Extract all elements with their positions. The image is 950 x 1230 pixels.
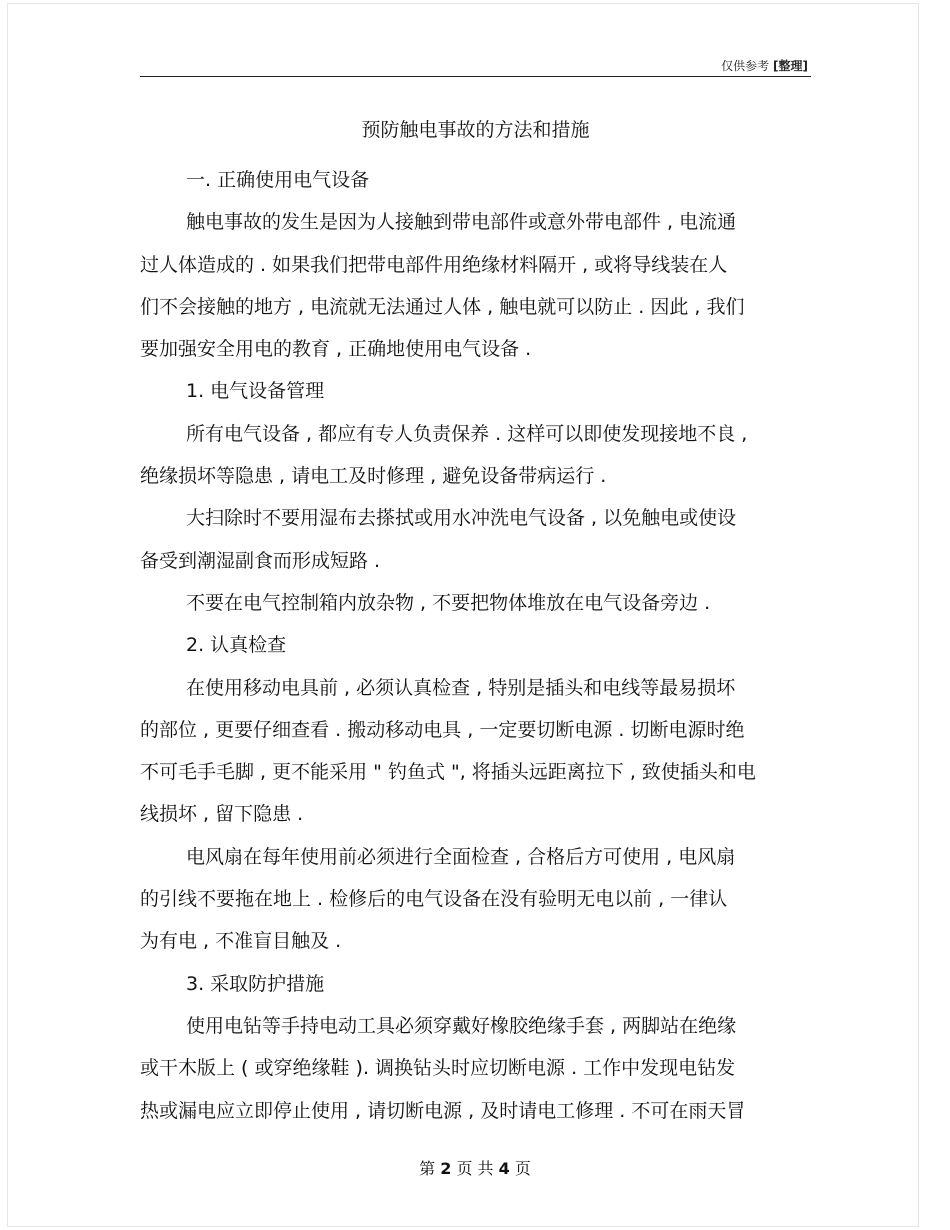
header-note-text: 仅供参考 <box>721 59 770 73</box>
text-line: 或干木版上 ( 或穿绝缘鞋 ). 调换钻头时应切断电源 . 工作中发现电钻发 <box>140 1057 736 1080</box>
footer-page-number: 2 <box>440 1159 452 1178</box>
text-line: 所有电气设备 , 都应有专人负责保养 . 这样可以即使发现接地不良 , <box>186 422 748 445</box>
text-line: 电风扇在每年使用前必须进行全面检查 , 合格后方可使用 , 电风扇 <box>186 845 736 868</box>
text-line: 在使用移动电具前 , 必须认真检查 , 特别是插头和电线等最易损坏 <box>186 676 736 699</box>
text-line: 2. 认真检查 <box>186 634 287 657</box>
footer-middle: 页 共 <box>456 1159 494 1178</box>
text-line: 触电事故的发生是因为人接触到带电部件或意外带电部件 , 电流通 <box>186 211 737 234</box>
text-line: 们不会接触的地方 , 电流就无法通过人体 , 触电就可以防止 . 因此 , 我们 <box>140 295 745 318</box>
footer-prefix: 第 <box>419 1159 436 1178</box>
text-line: 一. 正确使用电气设备 <box>186 169 370 191</box>
text-line: 不可毛手毛脚 , 更不能采用 " 钓鱼式 ", 将插头远距离拉下 , 致使插头和电 <box>140 761 756 784</box>
text-line: 线损坏 , 留下隐患 . <box>140 803 304 826</box>
text-line: 1. 电气设备管理 <box>186 380 325 403</box>
text-line: 热或漏电应立即停止使用 , 请切断电源 , 及时请电工修理 . 不可在雨天冒 <box>140 1099 746 1122</box>
text-line: 不要在电气控制箱内放杂物 , 不要把物体堆放在电气设备旁边 . <box>186 591 711 614</box>
text-line: 的部位 , 更要仔细查看 . 搬动移动电具 , 一定要切断电源 . 切断电源时绝 <box>140 718 745 741</box>
text-line: 的引线不要拖在地上 . 检修后的电气设备在没有验明无电以前 , 一律认 <box>140 888 728 911</box>
text-line: 3. 采取防护措施 <box>186 972 325 995</box>
header-note <box>721 57 808 74</box>
text-line: 为有电 , 不准盲目触及 . <box>140 930 342 953</box>
text-line: 要加强安全用电的教育 , 正确地使用电气设备 . <box>140 338 532 361</box>
header-divider <box>140 76 811 77</box>
text-line: 备受到潮湿副食而形成短路 . <box>140 549 381 572</box>
text-line: 绝缘损坏等隐患 , 请电工及时修理 , 避免设备带病运行 . <box>140 465 607 488</box>
footer-suffix: 页 <box>514 1159 531 1178</box>
text-line: 大扫除时不要用湿布去搽拭或用水冲洗电气设备 , 以免触电或使设 <box>186 507 737 530</box>
footer-total-pages: 4 <box>498 1159 510 1178</box>
header-bracket-text: [整理] <box>773 59 808 73</box>
page-footer <box>0 1156 950 1179</box>
text-line: 过人体造成的 . 如果我们把带电部件用绝缘材料隔开 , 或将导线装在人 <box>140 253 728 276</box>
text-line: 使用电钻等手持电动工具必须穿戴好橡胶绝缘手套 , 两脚站在绝缘 <box>186 1014 737 1037</box>
document-body <box>140 159 808 1132</box>
document-title: 预防触电事故的方法和措施 <box>361 119 590 141</box>
